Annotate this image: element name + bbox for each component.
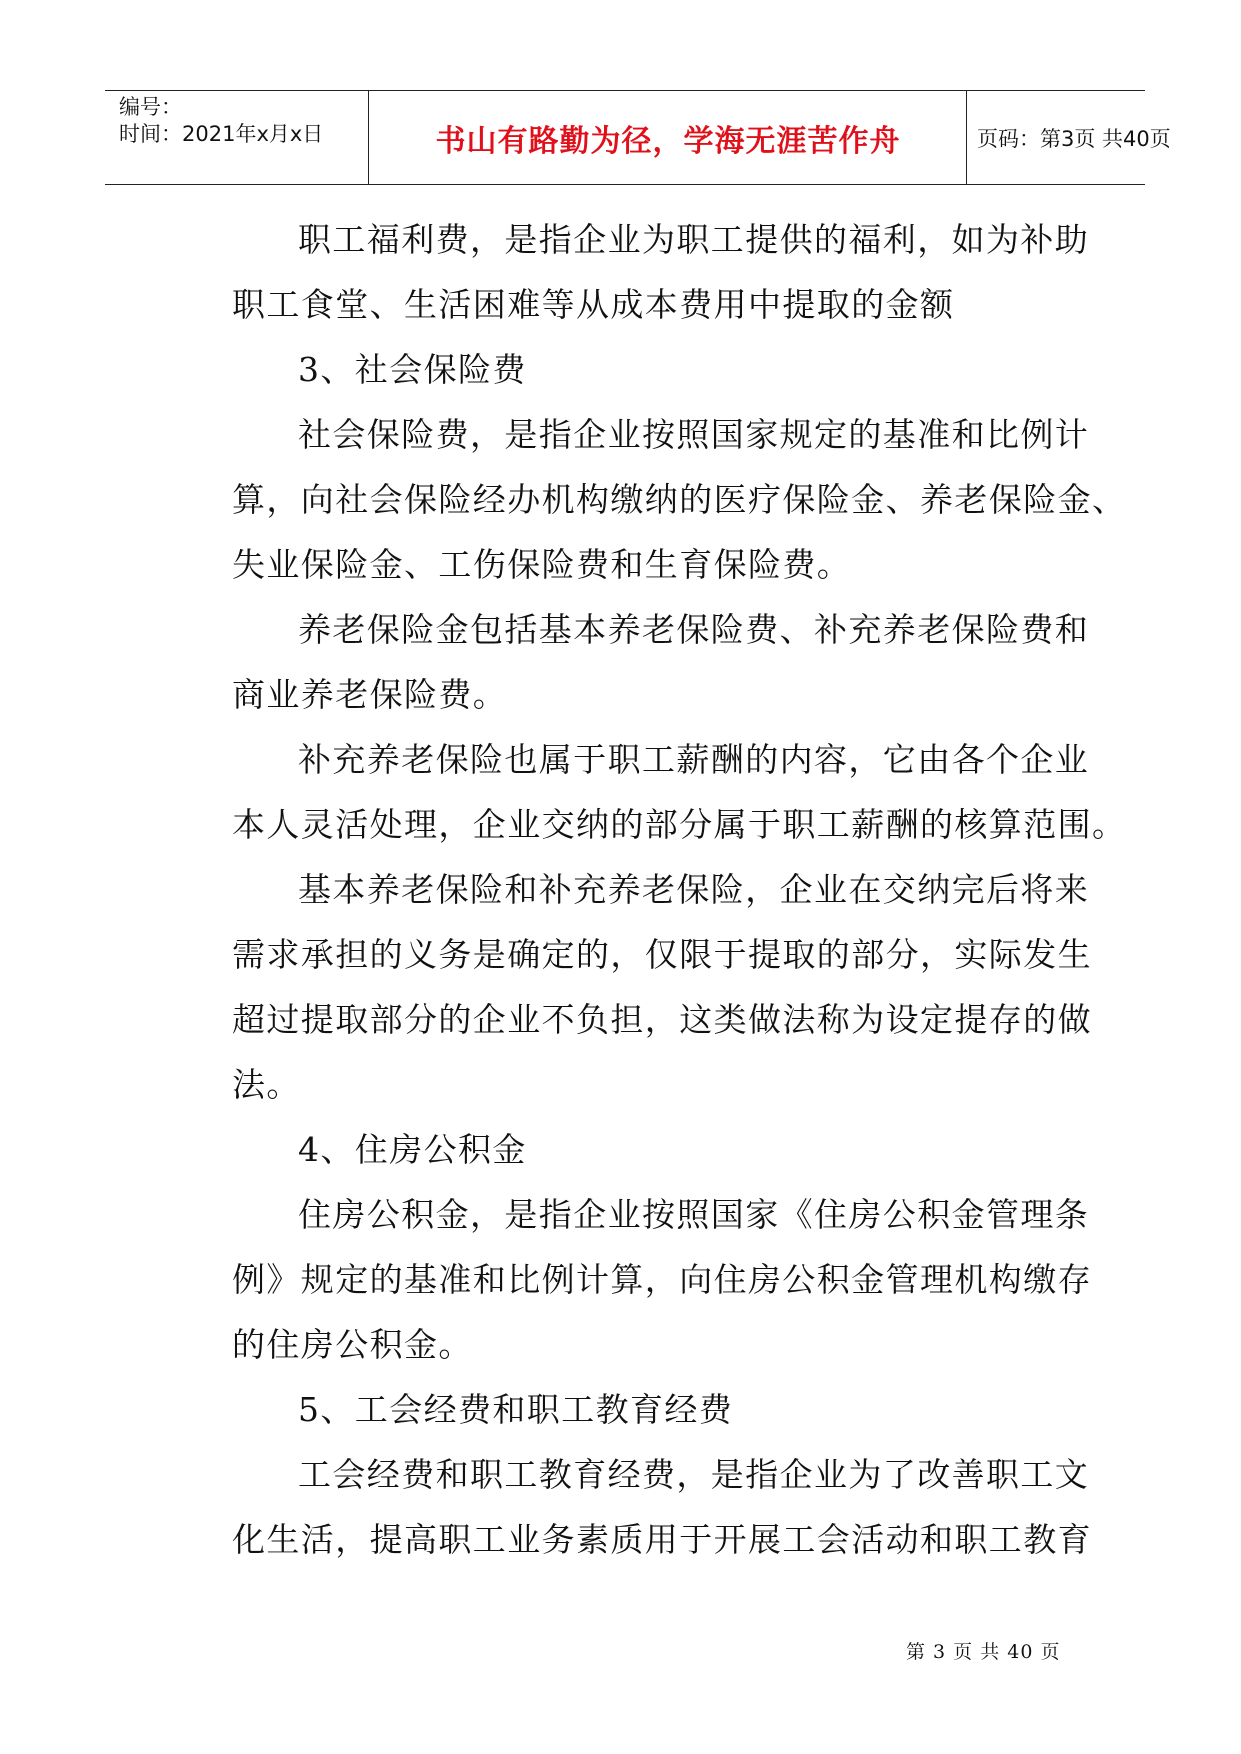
header-motto: 书山有路勤为径，学海无涯苦作舟: [435, 123, 901, 159]
body-text-line: 需求承担的义务是确定的，仅限于提取的部分，实际发生: [232, 935, 1092, 974]
body-text-line: 4、住房公积金: [298, 1130, 527, 1169]
header-page-info: 页码：第3页 共40页: [977, 126, 1171, 151]
body-text-line: 算，向社会保险经办机构缴纳的医疗保险金、养老保险金、: [232, 480, 1127, 519]
body-text-line: 工会经费和职工教育经费，是指企业为了改善职工文: [298, 1455, 1090, 1494]
body-text-line: 失业保险金、工伤保险费和生育保险费。: [232, 545, 852, 584]
body-text-line: 本人灵活处理，企业交纳的部分属于职工薪酬的核算范围。: [232, 805, 1127, 844]
header-meta-cell: [105, 91, 369, 184]
document-number-label: 编号：: [119, 95, 182, 119]
body-text-line: 职工食堂、生活困难等从成本费用中提取的金额: [232, 285, 955, 324]
body-text-line: 补充养老保险也属于职工薪酬的内容，它由各个企业: [298, 740, 1090, 779]
body-text-line: 基本养老保险和补充养老保险，企业在交纳完后将来: [298, 870, 1090, 909]
page-header: [105, 90, 1171, 185]
body-text-line: 商业养老保险费。: [232, 675, 508, 714]
body-text-line: 的住房公积金。: [232, 1325, 473, 1364]
document-time-label: 时间：2021年x月x日: [119, 122, 324, 146]
document-body: [232, 207, 1127, 1572]
body-text-line: 超过提取部分的企业不负担，这类做法称为设定提存的做: [232, 1000, 1092, 1039]
body-text-line: 职工福利费，是指企业为职工提供的福利，如为补助: [298, 220, 1090, 259]
body-text-line: 3、社会保险费: [298, 350, 527, 389]
body-text-line: 例》规定的基准和比例计算，向住房公积金管理机构缴存: [232, 1260, 1092, 1299]
body-text-line: 住房公积金，是指企业按照国家《住房公积金管理条: [298, 1195, 1090, 1234]
header-page-cell: [967, 91, 1171, 184]
body-text-line: 化生活，提高职工业务素质用于开展工会活动和职工教育: [232, 1520, 1092, 1559]
body-text-line: 法。: [232, 1065, 301, 1104]
body-text-line: 养老保险金包括基本养老保险费、补充养老保险费和: [298, 610, 1090, 649]
header-motto-cell: [370, 91, 967, 184]
body-text-line: 5、工会经费和职工教育经费: [298, 1390, 734, 1429]
page-footer: 第 3 页 共 40 页: [906, 1641, 1061, 1663]
body-text-line: 社会保险费，是指企业按照国家规定的基准和比例计: [298, 415, 1090, 454]
